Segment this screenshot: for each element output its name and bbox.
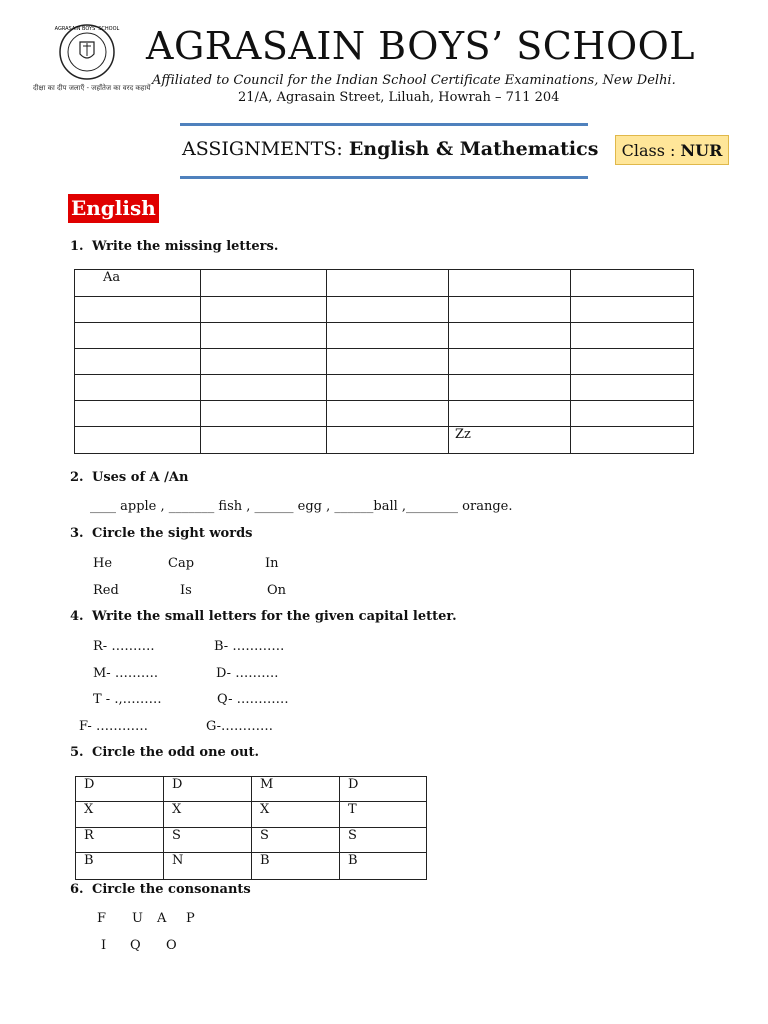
grid-cell: Aa <box>75 270 201 297</box>
capital-letter-item: G-………… <box>206 719 274 734</box>
question-text: Circle the consonants <box>92 882 251 897</box>
question-number: 3. <box>70 526 84 541</box>
sight-word: He <box>93 556 113 571</box>
odd-one-cell: B <box>252 853 340 880</box>
class-label: Class : <box>621 141 681 160</box>
capital-letter-item: T - .,……… <box>93 692 162 707</box>
class-badge <box>615 135 729 165</box>
question-6 <box>70 882 251 897</box>
assignment-title <box>182 138 598 160</box>
question-number: 4. <box>70 609 84 624</box>
grid-cell <box>449 349 571 375</box>
question-text: Uses of A /An <box>92 470 189 485</box>
question-text: Write the small letters for the given capital letter. <box>92 609 457 624</box>
odd-one-cell: S <box>164 828 252 853</box>
svg-text:AGRASAIN BOYS' SCHOOL: AGRASAIN BOYS' SCHOOL <box>54 26 120 32</box>
sight-word: In <box>265 556 279 571</box>
assignment-subjects: English & Mathematics <box>348 138 599 160</box>
grid-cell <box>201 401 327 427</box>
odd-one-out-table <box>75 776 427 880</box>
capital-letter-item: B- ………… <box>214 639 285 654</box>
sight-word: Is <box>180 583 192 598</box>
grid-cell: Zz <box>449 427 571 454</box>
odd-one-cell: S <box>340 828 427 853</box>
consonant-letter: O <box>166 938 177 953</box>
question-text: Circle the odd one out. <box>92 745 259 760</box>
capital-letter-item: D- ………. <box>216 666 279 681</box>
grid-cell <box>449 375 571 401</box>
grid-cell <box>75 375 201 401</box>
odd-one-cell: D <box>164 777 252 802</box>
missing-letters-grid <box>74 269 694 454</box>
grid-cell <box>327 349 449 375</box>
question-number: 6. <box>70 882 84 897</box>
article-blanks-line: ____ apple , _______ fish , ______ egg , ______ball ,________ orange. <box>90 499 513 514</box>
odd-one-cell: X <box>164 802 252 828</box>
question-text: Write the missing letters. <box>92 239 279 254</box>
capital-letter-item: Q- ………… <box>217 692 289 707</box>
grid-cell <box>75 401 201 427</box>
school-address: 21/A, Agrasain Street, Liluah, Howrah – 711 204 <box>238 90 560 105</box>
section-heading-english: English <box>68 194 159 223</box>
grid-cell <box>201 323 327 349</box>
title-bottom-rule <box>180 176 588 179</box>
grid-cell <box>201 427 327 454</box>
odd-one-cell: D <box>340 777 427 802</box>
grid-cell <box>201 270 327 297</box>
question-2 <box>70 470 188 485</box>
capital-letter-item: F- ………… <box>79 719 148 734</box>
grid-cell <box>75 349 201 375</box>
odd-one-cell: M <box>252 777 340 802</box>
grid-cell <box>449 401 571 427</box>
odd-one-cell: X <box>252 802 340 828</box>
grid-cell <box>327 375 449 401</box>
odd-one-cell: B <box>340 853 427 880</box>
grid-cell <box>571 427 694 454</box>
logo-caption: दीक्षा का दीप जलाएँ - जहाँतेज का वरद कहायें <box>33 84 151 92</box>
odd-one-cell: D <box>76 777 164 802</box>
title-top-rule <box>180 123 588 126</box>
question-number: 5. <box>70 745 84 760</box>
grid-cell <box>327 323 449 349</box>
question-1 <box>70 239 278 254</box>
grid-cell <box>449 270 571 297</box>
question-text: Circle the sight words <box>92 526 253 541</box>
capital-letter-item: M- ………. <box>93 666 158 681</box>
affiliation-text: Affiliated to Council for the Indian School Certificate Examinations, New Delhi. <box>152 73 676 88</box>
odd-one-cell: N <box>164 853 252 880</box>
consonant-letter: U <box>132 911 143 926</box>
school-name: AGRASAIN BOYS’ SCHOOL <box>146 24 696 68</box>
odd-one-cell: T <box>340 802 427 828</box>
grid-cell <box>327 297 449 323</box>
consonant-letter: F <box>97 911 107 926</box>
question-number: 2. <box>70 470 84 485</box>
grid-cell <box>449 297 571 323</box>
grid-cell <box>571 401 694 427</box>
sight-word: Red <box>93 583 119 598</box>
question-3 <box>70 526 253 541</box>
question-number: 1. <box>70 239 84 254</box>
question-4 <box>70 609 457 624</box>
consonant-letter: I <box>101 938 107 953</box>
odd-one-cell: X <box>76 802 164 828</box>
grid-cell <box>201 375 327 401</box>
odd-one-cell: B <box>76 853 164 880</box>
sight-word: On <box>267 583 287 598</box>
grid-cell <box>201 297 327 323</box>
grid-cell <box>327 401 449 427</box>
grid-cell <box>75 297 201 323</box>
consonant-letter: A <box>157 911 167 926</box>
grid-cell <box>327 427 449 454</box>
grid-cell <box>571 270 694 297</box>
grid-cell <box>201 349 327 375</box>
grid-cell <box>75 427 201 454</box>
class-value: NUR <box>680 141 723 160</box>
grid-cell <box>571 323 694 349</box>
consonant-letter: Q <box>130 938 141 953</box>
question-5 <box>70 745 259 760</box>
consonant-letter: P <box>186 911 195 926</box>
assignment-title-prefix: ASSIGNMENTS: <box>182 138 349 160</box>
odd-one-cell: S <box>252 828 340 853</box>
grid-cell <box>571 349 694 375</box>
grid-cell <box>75 323 201 349</box>
grid-cell <box>327 270 449 297</box>
grid-cell <box>571 375 694 401</box>
capital-letter-item: R- ………. <box>93 639 155 654</box>
sight-word: Cap <box>168 556 195 571</box>
grid-cell <box>571 297 694 323</box>
grid-cell <box>449 323 571 349</box>
odd-one-cell: R <box>76 828 164 853</box>
